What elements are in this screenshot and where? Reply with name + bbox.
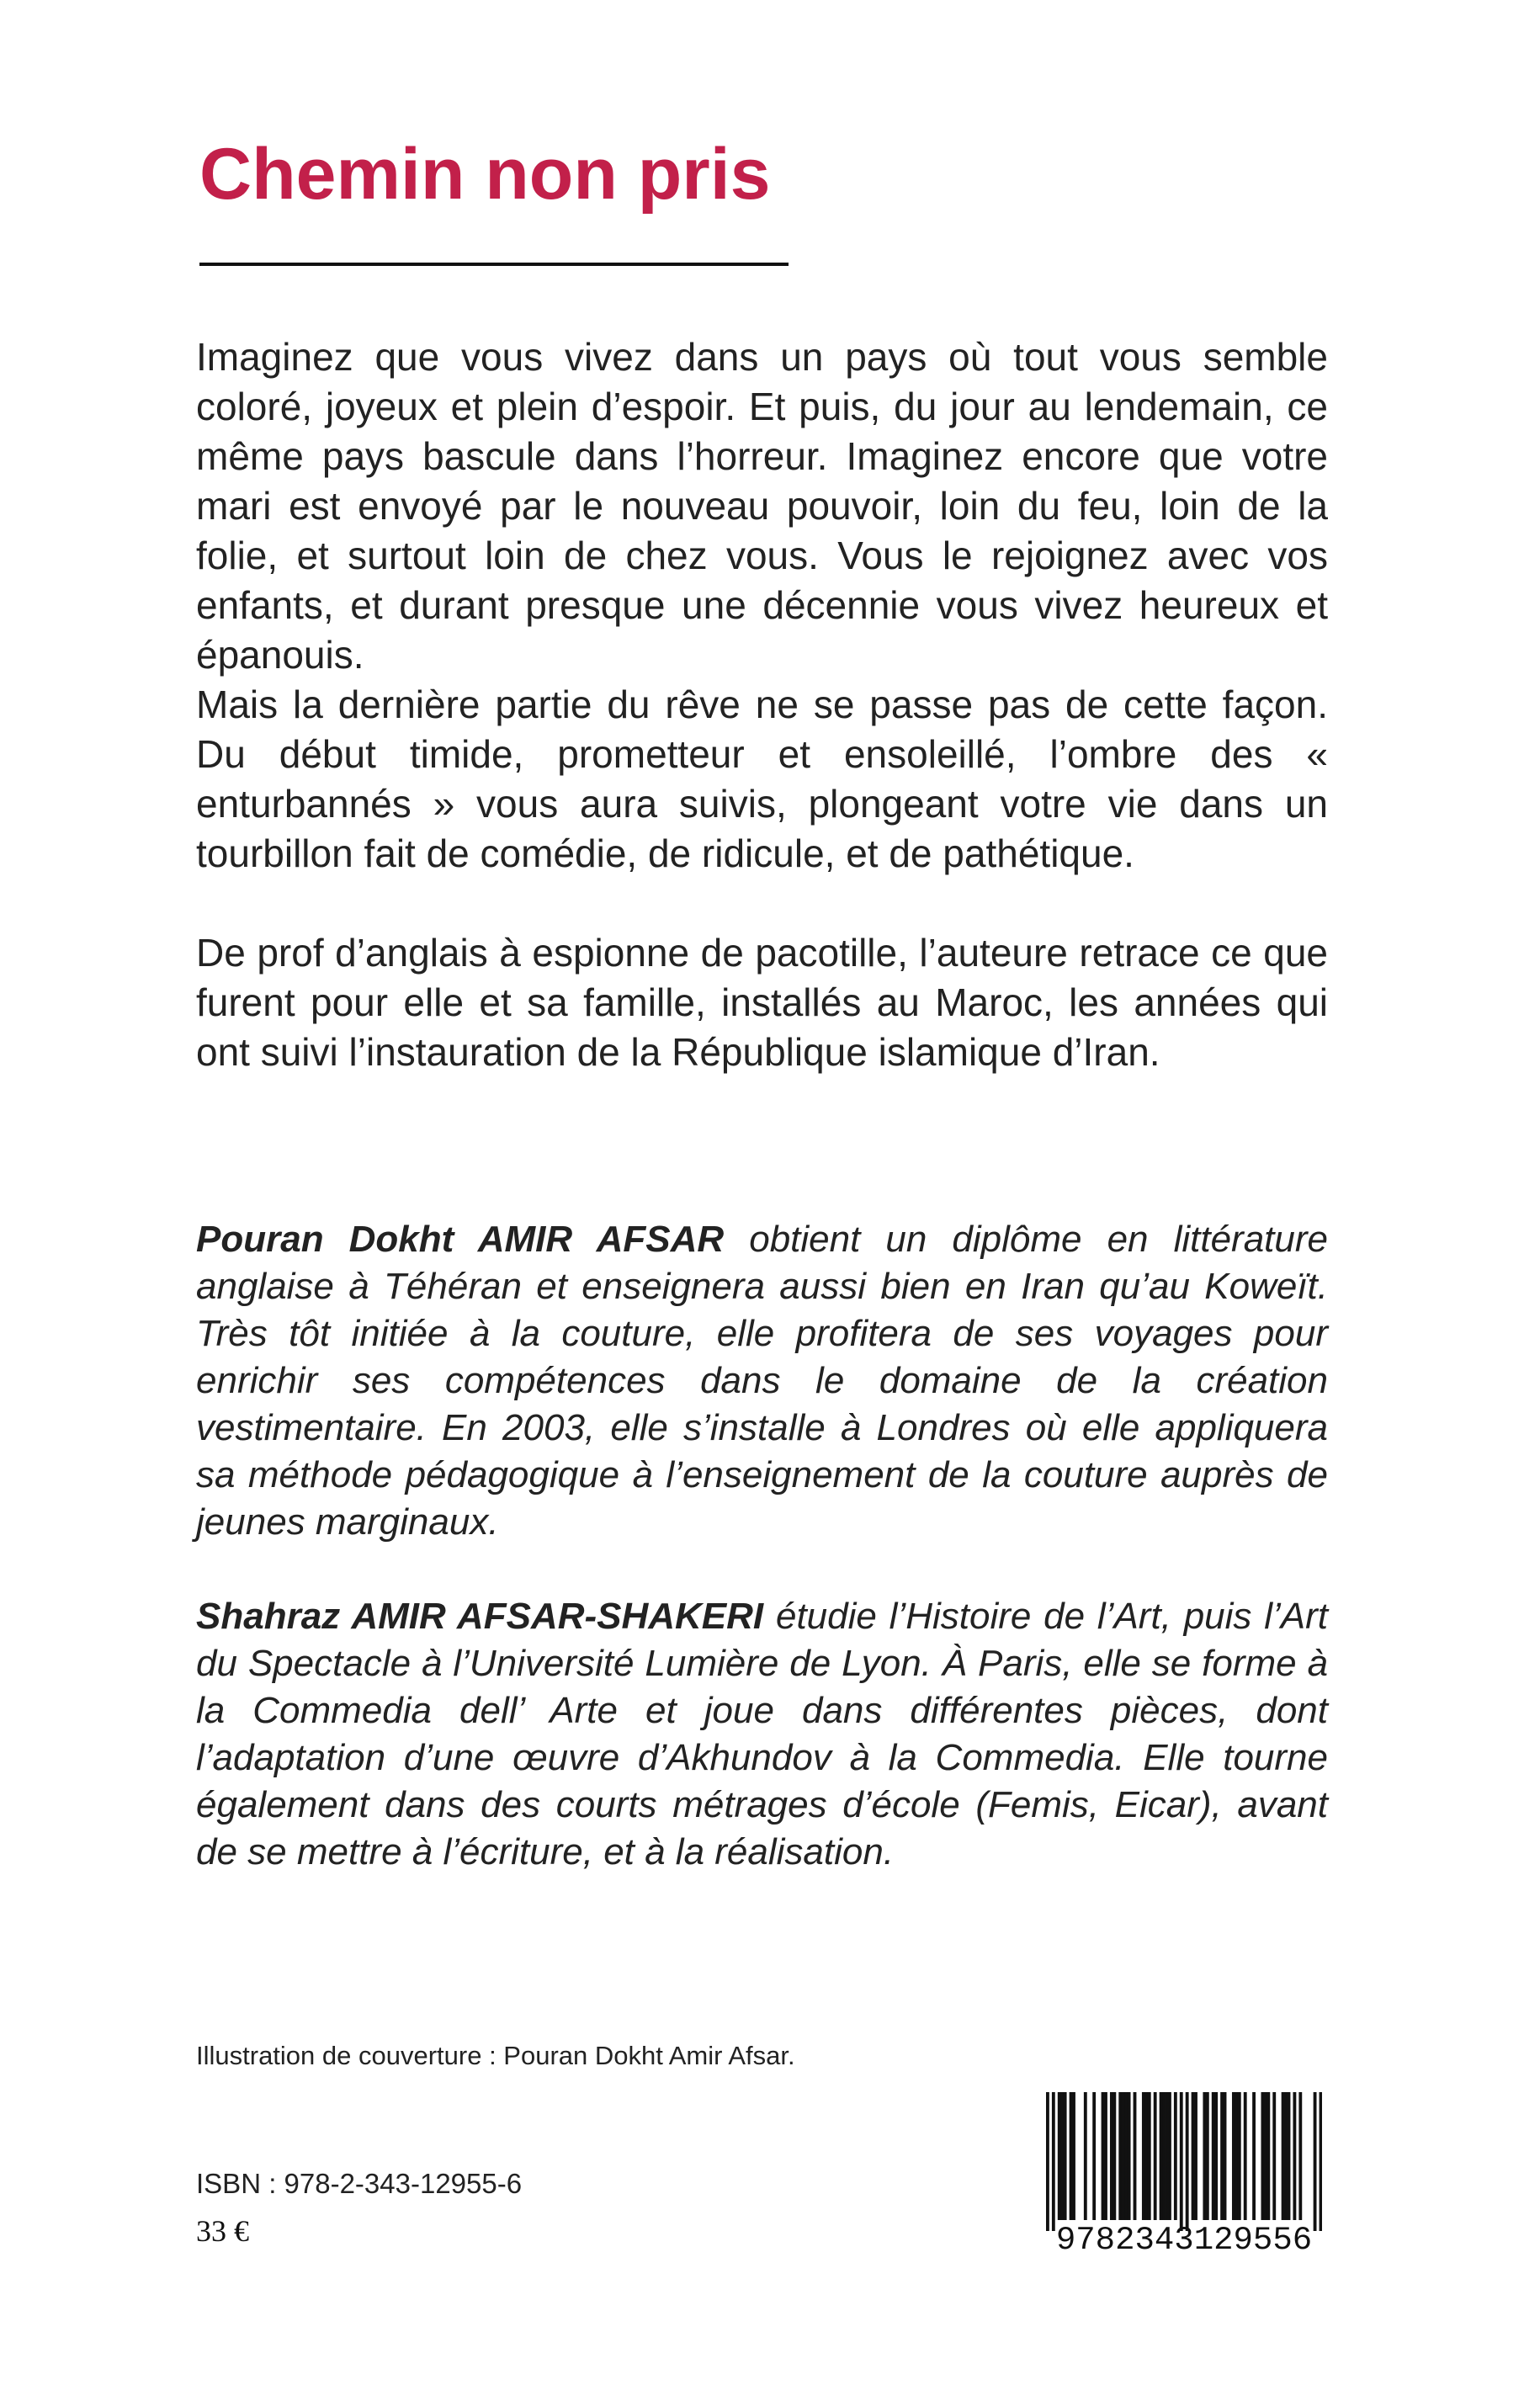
- barcode-bar: [1264, 2092, 1267, 2220]
- paragraph-gap: [196, 879, 1328, 928]
- barcode-bar: [1261, 2092, 1264, 2220]
- book-summary: [196, 332, 1328, 1077]
- barcode-bar: [1110, 2092, 1113, 2220]
- barcode-digits: 9782343129556: [1055, 2222, 1313, 2259]
- price: 33 €: [196, 2214, 249, 2248]
- barcode-bar: [1060, 2092, 1064, 2220]
- barcode-bar: [1162, 2092, 1166, 2220]
- title-underline: [199, 263, 789, 266]
- isbn-text: ISBN : 978-2-343-12955-6: [196, 2168, 523, 2199]
- barcode-bar: [1134, 2092, 1137, 2220]
- barcode-bar: [1284, 2092, 1288, 2220]
- barcode-bar: [1102, 2092, 1105, 2220]
- barcode-bar: [1252, 2092, 1256, 2220]
- book-title: Chemin non pris: [199, 134, 771, 215]
- summary-paragraph-3: De prof d’anglais à espionne de pacotille, l’auteure retrace ce que furent pour elle et sa famille, installés au Maroc, les années qui ont suivi l’instauration de la République islamique d’Iran.: [196, 931, 1328, 1074]
- cover-illustration-credit: Illustration de couverture : Pouran Dokht Amir Afsar.: [196, 2041, 795, 2070]
- author-bios: [196, 1216, 1328, 1876]
- barcode-bar: [1203, 2092, 1206, 2220]
- barcode-bar: [1206, 2092, 1209, 2220]
- author-bio-text: obtient un diplôme en littérature anglaise à Téhéran et enseignera aussi bien en Iran qu’au Koweït. Très tôt initiée à la couture, elle profitera de ses voyages pour enrichir ses compétences dans le domaine de la création vestimentaire. En 2003, elle s’installe à Londres où elle appliquera sa méthode pédagogique à l’enseignement de la couture auprès de jeunes marginaux.: [196, 1219, 1328, 1543]
- barcode-bar: [1104, 2092, 1107, 2220]
- barcode-bar: [1288, 2092, 1291, 2220]
- barcode-bar: [1124, 2092, 1128, 2220]
- barcode-bar: [1314, 2092, 1317, 2231]
- barcode-bar: [1212, 2092, 1215, 2220]
- barcode-bar: [1142, 2092, 1145, 2220]
- barcode-bar: [1118, 2092, 1122, 2220]
- barcode-bar: [1186, 2092, 1189, 2231]
- barcode-bar: [1272, 2092, 1276, 2220]
- barcode-bar: [1174, 2092, 1177, 2220]
- author-name: Shahraz AMIR AFSAR-SHAKERI: [196, 1596, 764, 1637]
- barcode-bar: [1072, 2092, 1075, 2220]
- author-bio-1: [196, 1216, 1328, 1546]
- barcode-bar: [1084, 2092, 1087, 2220]
- barcode-bar: [1238, 2092, 1241, 2220]
- barcode-bar: [1320, 2092, 1322, 2231]
- barcode-bar: [1046, 2092, 1049, 2231]
- author-name: Pouran Dokht AMIR AFSAR: [196, 1219, 725, 1260]
- barcode-bar: [1052, 2092, 1055, 2231]
- barcode-bar: [1160, 2092, 1163, 2220]
- summary-paragraph-1: Imaginez que vous vivez dans un pays où tout vous semble coloré, joyeux et plein d’espoir. Et puis, du jour au lendemain, ce même pays bascule dans l’horreur. Imaginez encore que votre mari est envoyé par le nouveau pouvoir, loin du feu, loin de la folie, et surtout loin de chez vous. Vous le rejoignez avec vos enfants, et durant presque une décennie vous vivez heureux et épanouis.: [196, 335, 1328, 677]
- barcode-bar: [1128, 2092, 1131, 2220]
- barcode-bar: [1214, 2092, 1218, 2220]
- barcode-bar: [1298, 2092, 1302, 2220]
- barcode-bar: [1166, 2092, 1169, 2220]
- barcode-bar: [1180, 2092, 1183, 2231]
- barcode-bar: [1224, 2092, 1227, 2220]
- author-bio-2: [196, 1593, 1328, 1876]
- barcode-bar: [1293, 2092, 1296, 2220]
- barcode-bar: [1282, 2092, 1285, 2220]
- barcode-bar: [1148, 2092, 1151, 2220]
- barcode-bar: [1144, 2092, 1148, 2220]
- barcode-bar: [1267, 2092, 1270, 2220]
- barcode-bar: [1192, 2092, 1195, 2220]
- barcode-bar: [1168, 2092, 1171, 2220]
- paragraph-gap: [196, 1546, 1328, 1593]
- barcode-bar: [1113, 2092, 1116, 2220]
- barcode-bar: [1122, 2092, 1125, 2220]
- barcode-bar: [1235, 2092, 1238, 2220]
- barcode-bar: [1220, 2092, 1224, 2220]
- barcode-bar: [1244, 2092, 1247, 2220]
- summary-paragraph-2: Mais la dernière partie du rêve ne se passe pas de cette façon. Du début timide, prometteur et ensoleillé, l’ombre des « enturbannés » vous aura suivis, plongeant votre vie dans un tourbillon fait de comédie, de ridicule, et de pathétique.: [196, 683, 1328, 875]
- barcode-bar: [1154, 2092, 1157, 2220]
- barcode-bar: [1064, 2092, 1067, 2220]
- barcode-bar: [1232, 2092, 1235, 2220]
- barcode-bar: [1092, 2092, 1096, 2220]
- barcode-bar: [1194, 2092, 1197, 2220]
- barcode-bar: [1058, 2092, 1061, 2220]
- author-bio-text: étudie l’Histoire de l’Art, puis l’Art du Spectacle à l’Université Lumière de Lyon. À Paris, elle se forme à la Commedia dell’ Arte et joue dans différentes pièces, dont l’adaptation d’une œuvre d’Akhundov à la Commedia. Elle tourne également dans des courts métrages d’école (Femis, Eicar), avant de se mettre à l’écriture, et à la réalisation.: [196, 1596, 1328, 1872]
- barcode-bar: [1070, 2092, 1073, 2220]
